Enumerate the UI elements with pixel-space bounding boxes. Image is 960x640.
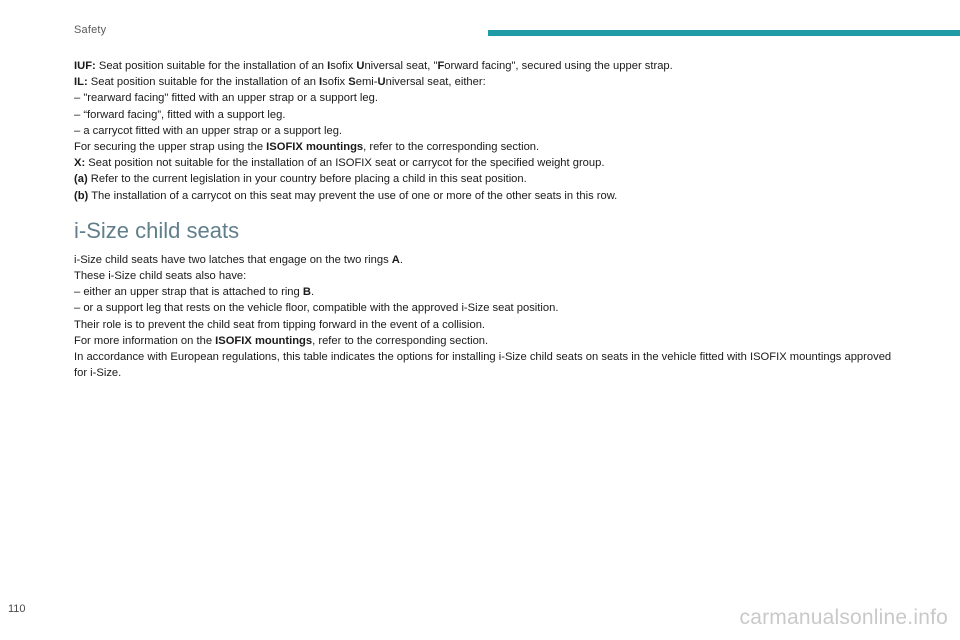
- note-x: [74, 155, 894, 171]
- note-a-text: Refer to the current legislation in your country before placing a child in this seat position.: [87, 173, 527, 186]
- section-heading: i-Size child seats: [74, 217, 240, 243]
- header-accent-bar: [488, 30, 960, 36]
- isize-paragraph: [74, 333, 894, 349]
- note-iuf: [74, 58, 894, 74]
- isize-paragraph: Their role is to prevent the child seat from tipping forward in the event of a collision.: [74, 318, 486, 331]
- list-item: – a carrycot fitted with an upper strap or a support leg.: [74, 124, 343, 137]
- note-a: [74, 171, 894, 187]
- note-iuf-code: IUF:: [74, 60, 96, 72]
- note-iuf-text: sofix: [330, 60, 357, 72]
- note-il-text: sofix: [322, 76, 349, 89]
- note-iuf-emph: F: [437, 60, 445, 72]
- isize-text: , refer to the corresponding section.: [312, 334, 489, 347]
- note-il-code: IL:: [74, 76, 88, 89]
- note-il: [74, 74, 894, 90]
- note-il-text: Seat position suitable for the installation of an: [87, 76, 320, 89]
- list-item: – or a support leg that rests on the vehicle floor, compatible with the approved i-Size seat position.: [74, 302, 559, 315]
- note-il-emph: U: [377, 76, 386, 89]
- isize-text: For more information on the: [74, 334, 216, 347]
- note-iuf-text: Seat position suitable for the installation of an: [95, 60, 328, 72]
- note-x-text: Seat position not suitable for the installation of an ISOFIX seat or carrycot for the specified weight group.: [85, 157, 605, 170]
- note-b-text: The installation of a carrycot on this seat may prevent the use of one or more of the other seats in this row.: [88, 189, 618, 202]
- note-iuf-text: orward facing", secured using the upper strap.: [444, 60, 673, 72]
- isofix-reference: ISOFIX mountings: [215, 334, 313, 347]
- isize-paragraph: These i-Size child seats also have:: [74, 270, 247, 283]
- note-a-code: (a): [74, 173, 88, 186]
- note-securing-text: , refer to the corresponding section.: [363, 141, 540, 154]
- isize-paragraph: In accordance with European regulations, this table indicates the options for installing i-Size child seats on seats in the vehicle fitted with ISOFIX mountings approved for i-Size.: [74, 351, 892, 380]
- ring-b-label: B: [302, 286, 311, 299]
- note-b-code: (b): [74, 189, 89, 202]
- page-number: 110: [8, 603, 26, 615]
- watermark: carmanualsonline.info: [739, 606, 948, 629]
- note-il-text: niversal seat, either:: [385, 76, 486, 89]
- ring-a-label: A: [391, 253, 400, 266]
- isize-text: .: [399, 253, 403, 266]
- note-b: [74, 188, 894, 204]
- list-item: – "rearward facing" fitted with an upper strap or a support leg.: [74, 92, 378, 105]
- page-content: [74, 58, 894, 381]
- note-il-emph: I: [319, 76, 323, 89]
- note-x-code: X:: [74, 157, 86, 170]
- note-iuf-emph: U: [356, 60, 365, 72]
- note-il-text: emi-: [355, 76, 378, 89]
- note-iuf-emph: I: [327, 60, 331, 72]
- note-securing: [74, 139, 894, 155]
- note-iuf-text: niversal seat, ": [364, 60, 438, 72]
- isofix-reference: ISOFIX mountings: [266, 141, 364, 154]
- list-item: – “forward facing”, fitted with a support leg.: [74, 108, 286, 121]
- list-item-text: – either an upper strap that is attached to ring: [74, 286, 303, 299]
- list-item-text: .: [310, 286, 315, 299]
- note-il-emph: S: [348, 76, 356, 89]
- isize-text: i-Size child seats have two latches that engage on the two rings: [74, 253, 392, 266]
- page-section-title: Safety: [74, 24, 107, 36]
- note-securing-text: For securing the upper strap using the: [74, 141, 267, 154]
- isize-paragraph: [74, 252, 894, 268]
- list-item: [74, 284, 894, 300]
